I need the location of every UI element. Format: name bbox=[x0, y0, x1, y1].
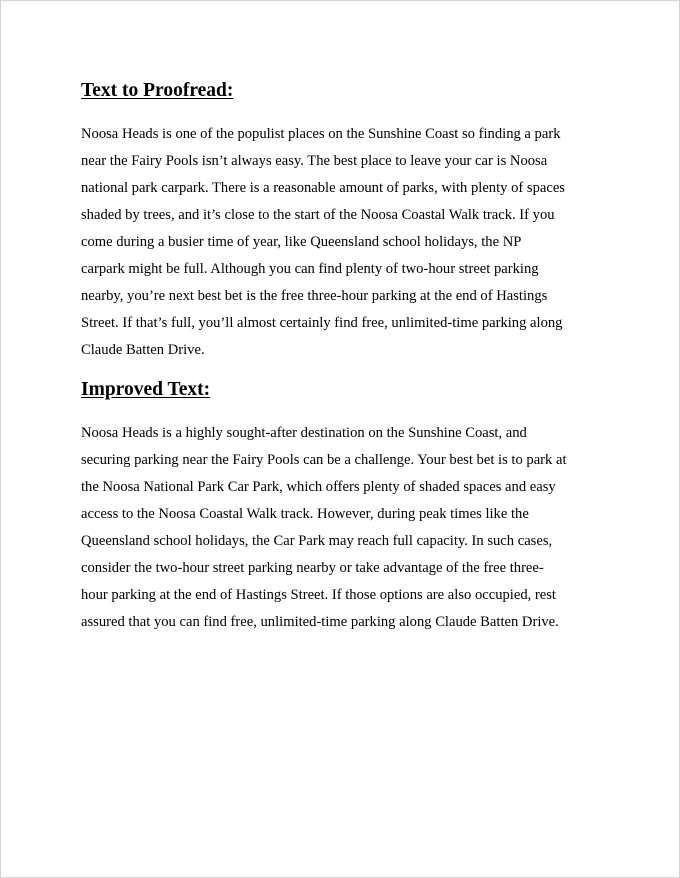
improved-paragraph: Noosa Heads is a highly sought-after destination on the Sunshine Coast, and securing parking near the Fairy Pools can be a challenge. Your best bet is to park at the Noosa National Park Car Park, which offers plenty of shaded spaces and easy access to the Noosa Coastal Walk track. However, during peak times like the Queensland school holidays, the Car Park may reach full capacity. In such cases, consider the two-hour street parking nearby or take advantage of the free three- hour parking at the end of Hastings Street. If those options are also occupied, rest assured that you can find free, unlimited-time parking along Claude Batten Drive. bbox=[81, 425, 567, 630]
proofread-paragraph: Noosa Heads is one of the populist places on the Sunshine Coast so finding a park near the Fairy Pools isn’t always easy. The best place to leave your car is Noosa national park carpark. There is a reasonable amount of parks, with plenty of spaces shaded by trees, and it’s close to the start of the Noosa Coastal Walk track. If you come during a busier time of year, like Queensland school holidays, the NP carpark might be full. Although you can find plenty of two-hour street parking nearby, you’re next best bet is the free three-hour parking at the end of Hastings Street. If that’s full, you’ll almost certainly find free, unlimited-time parking along Claude Batten Drive. bbox=[81, 126, 565, 358]
document-content bbox=[81, 77, 611, 636]
improved-heading: Improved Text: bbox=[81, 379, 211, 400]
proofread-heading: Text to Proofread: bbox=[81, 80, 234, 101]
